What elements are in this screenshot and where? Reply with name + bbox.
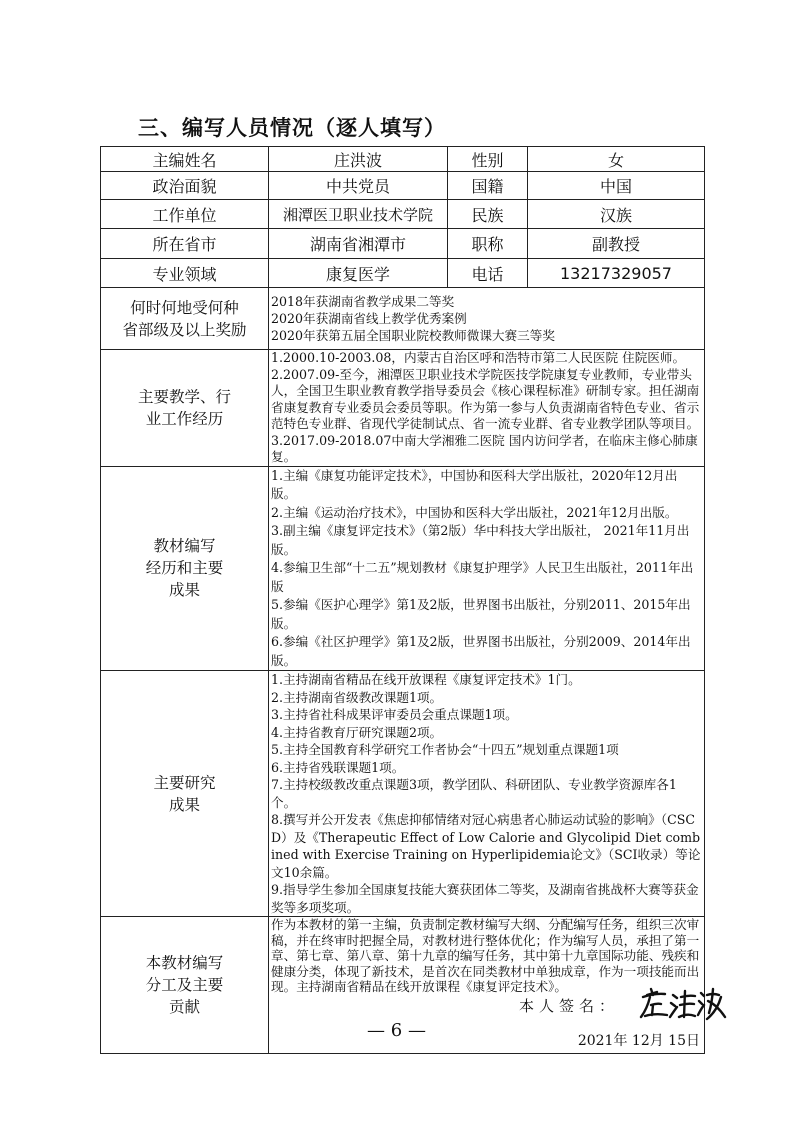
list-item: 1.2000.10-2003.08，内蒙古自治区呼和浩特市第二人民医院 住院医师。 [271, 350, 686, 365]
table-row [101, 259, 705, 288]
contribution-label-line1: 本教材编写 [145, 954, 224, 972]
list-item: 4.主持省教育厅研究课题2项。 [271, 724, 443, 740]
list-item: 3.主持省社科成果评审委员会重点课题1项。 [271, 707, 518, 722]
ethnicity-value: 汉族 [528, 200, 705, 229]
nationality-value: 中国 [528, 172, 705, 200]
list-item: 2018年获湖南省教学成果二等奖 [271, 294, 455, 309]
table-row [101, 288, 705, 350]
table-row [101, 172, 705, 200]
gender-value: 女 [528, 147, 705, 172]
political-status-value: 中共党员 [269, 172, 448, 200]
section-title: 三、编写人员情况（逐人填写） [138, 116, 446, 140]
experience-label [101, 350, 269, 467]
textbooks-label-line2: 经历和主要 [145, 559, 224, 578]
editor-name-value: 庄洪波 [269, 147, 448, 172]
list-item: 3.副主编《康复评定技术》（第2版）华中科技大学出版社， 2021年11月出版。 [271, 523, 690, 557]
work-unit-label: 工作单位 [101, 200, 269, 229]
experience-list [269, 350, 705, 467]
awards-label-line1: 何时何地受何种 [130, 298, 239, 317]
list-item: 2.2007.09-至今，湘潭医卫职业技术学院医技学院康复专业教师，专业带头人，全国卫生职业教育教学指导委员会《核心课程标准》研制专家。担任湖南省康复教育专业委员会委员等职。作为第一参与人负责湖南省特色专业、省示范特色专业群、省现代学徒制试点、省一流专业群、省专业教学团队等项目。 [271, 366, 700, 431]
table-row [101, 200, 705, 229]
list-item: 5.参编《医护心理学》第1及2版，世界图书出版社，分别2011、2015年出版。 [271, 597, 691, 631]
list-item: 8.撰写并公开发表《焦虑抑郁情绪对冠心病患者心肺运动试验的影响》（CSCD）及《Therapeutic Effect of Low Calorie and Glycolipid Diet combined with Exercise Training on Hyperlipidemia论文》（SCI收录）等论文10余篇。 [271, 812, 701, 880]
author-info-table [100, 146, 705, 1054]
work-unit-value: 湘潭医卫职业技术学院 [269, 200, 448, 229]
province-city-value: 湖南省湘潭市 [269, 229, 448, 259]
textbooks-label-line1: 教材编写 [153, 537, 216, 556]
gender-label: 性别 [448, 147, 528, 172]
contribution-label-line2: 分工及主要 [145, 976, 224, 994]
list-item: 6.主持省残联课题1项。 [271, 759, 405, 775]
textbooks-list [269, 466, 705, 671]
title-label: 职称 [448, 229, 528, 259]
list-item: 7.主持校级教改重点课题3项，教学团队、科研团队、专业教学资源库各1个。 [271, 777, 677, 810]
phone-value: 13217329057 [528, 259, 705, 288]
ethnicity-label: 民族 [448, 200, 528, 229]
table-row [101, 147, 705, 172]
field-value: 康复医学 [269, 259, 448, 288]
awards-label-line2: 省部级及以上奖励 [122, 320, 247, 339]
research-label [101, 671, 269, 917]
title-value: 副教授 [528, 229, 705, 259]
experience-label-line2: 业工作经历 [145, 409, 224, 428]
signer-label: 本人签名： [519, 997, 620, 1015]
experience-label-line1: 主要教学、行 [137, 387, 231, 406]
nationality-label: 国籍 [448, 172, 528, 200]
list-item: 2020年获湖南省线上教学优秀案例 [271, 311, 467, 326]
list-item: 2.主编《运动治疗技术》，中国协和医科大学出版社，2021年12月出版。 [271, 504, 678, 520]
list-item: 9.指导学生参加全国康复技能大赛获团体二等奖，及湖南省挑战杯大赛等获金奖等多项奖项。 [271, 882, 699, 915]
list-item: 2.主持湖南省级教改课题1项。 [271, 689, 443, 705]
editor-name-label: 主编姓名 [101, 147, 269, 172]
contribution-text: 作为本教材的第一主编，负责制定教材编写大纲、分配编写任务，组织三次审稿，并在终审时把握全局，对教材进行整体优化；作为编写人员，承担了第一章、第七章、第八章、第十九章的编写任务，其中第十九章国际功能、残疾和健康分类，体现了新技术，是首次在同类教材中单独成章，作为一项技能而出现。主持湖南省精品在线开放课程《康复评定技术》。 [271, 917, 700, 994]
textbooks-label [101, 466, 269, 671]
list-item: 4.参编卫生部“十二五”规划教材《康复护理学》人民卫生出版社，2011年出版 [271, 560, 694, 594]
handwritten-signature [637, 983, 729, 1023]
list-item: 3.2017.09-2018.07中南大学湘雅二医院 国内访问学者，在临床主修心肺康复。 [271, 432, 698, 464]
textbooks-label-line3: 成果 [168, 581, 200, 600]
table-row [101, 671, 705, 917]
table-row [101, 229, 705, 259]
contribution-label-line3: 贡献 [168, 998, 200, 1016]
research-list [269, 671, 705, 917]
list-item: 2020年获第五届全国职业院校教师微课大赛三等奖 [271, 328, 555, 343]
list-item: 6.参编《社区护理学》第1及2版，世界图书出版社，分别2009、2014年出版。 [271, 634, 691, 668]
research-label-line2: 成果 [168, 795, 200, 814]
province-city-label: 所在省市 [101, 229, 269, 259]
political-status-label: 政治面貌 [101, 172, 269, 200]
table-row [101, 466, 705, 671]
research-label-line1: 主要研究 [153, 773, 216, 792]
list-item: 5.主持全国教育科学研究工作者协会“十四五”规划重点课题1项 [271, 742, 619, 757]
awards-list [269, 288, 705, 350]
list-item: 1.主编《康复功能评定技术》，中国协和医科大学出版社，2020年12月出版。 [271, 467, 678, 501]
field-label: 专业领域 [101, 259, 269, 288]
table-row [101, 350, 705, 467]
awards-label [101, 288, 269, 350]
list-item: 1.主持湖南省精品在线开放课程《康复评定技术》1门。 [271, 672, 581, 687]
signature-date: 2021年 12月 15日 [577, 1033, 700, 1049]
phone-label: 电话 [448, 259, 528, 288]
page-number: — 6 — [367, 1020, 426, 1041]
